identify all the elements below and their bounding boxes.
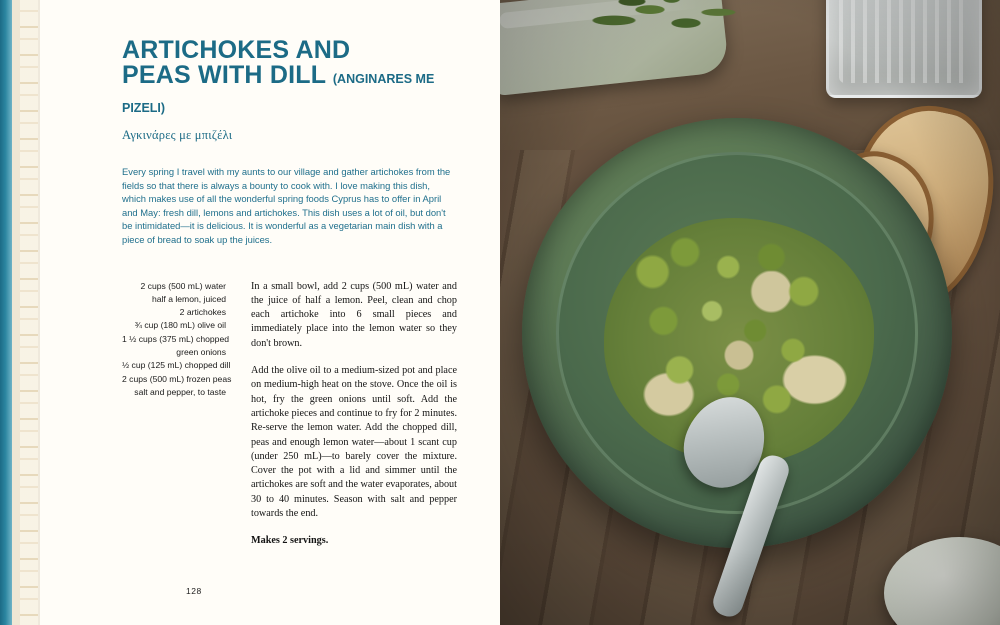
photo-page bbox=[500, 0, 1000, 625]
page-title bbox=[122, 38, 460, 121]
list-item: ½ cup (125 mL) chopped dill bbox=[122, 360, 231, 371]
recipe-body bbox=[122, 280, 460, 562]
list-item: 2 cups (500 mL) frozen peas bbox=[122, 373, 232, 384]
servings-note: Makes 2 servings. bbox=[251, 535, 329, 547]
decorative-border bbox=[0, 0, 38, 625]
water-glass bbox=[826, 0, 982, 98]
recipe-intro-text: Every spring I travel with my aunts to our village and gather artichokes from the fields so that there is always a bounty to cook with. I love making this dish, which makes use of all the wonderful spring foods Cyprus has to offer in April and May: fresh dill, lemons and artichokes. This dish uses a lot of oil, but don't be intimidated—it is delicious. It is wonderful as a vegetarian main dish with a piece of bread to soak up the juices. bbox=[122, 166, 451, 245]
list-item: salt and pepper, to taste bbox=[134, 386, 226, 397]
list-item: green onions bbox=[176, 347, 226, 358]
method-paragraph: Add the olive oil to a medium-sized pot and place on medium-high heat on the stove. Once the oil is hot, fry the green onions until soft. Add the artichoke pieces and continue to fry for 2 minutes. Re-serve the lemon water. Add the chopped dill, peas and enough lemon water—about 1 scant cup (under 250 mL)—to barely cover the mixture. Cover the pot with a lid and simmer until the artichokes are soft and the water evaporates, about 30 to 40 minutes. Season with salt and pepper towards the end. bbox=[251, 365, 457, 520]
recipe-transliteration: (ANGINARES ME PIZELI) bbox=[122, 72, 435, 115]
list-item: ¾ cup (180 mL) olive oil bbox=[134, 320, 226, 331]
border-ornament-pattern bbox=[20, 0, 38, 625]
dill-sprigs bbox=[578, 0, 758, 42]
small-bowl bbox=[884, 537, 1000, 625]
method-paragraph: In a small bowl, add 2 cups (500 mL) water and the juice of half a lemon. Peel, clean and chop each artichoke into 6 small pieces and immediately place into the lemon water so they don't brown. bbox=[251, 280, 457, 349]
method-text bbox=[251, 280, 457, 562]
ingredients-list bbox=[122, 280, 232, 562]
border-band-cream bbox=[12, 0, 20, 625]
page-edge-line bbox=[38, 0, 40, 625]
recipe-title-line-1: ARTICHOKES AND bbox=[122, 36, 351, 64]
list-item: 2 cups (500 mL) water bbox=[140, 280, 226, 291]
page-number: 128 bbox=[186, 586, 202, 596]
recipe-title-line-2: PEAS WITH DILL bbox=[122, 61, 326, 89]
border-band-teal bbox=[0, 0, 12, 625]
list-item: half a lemon, juiced bbox=[151, 293, 226, 304]
recipe-greek-title: Αγκινάρες με μπιζέλι bbox=[122, 128, 233, 142]
list-item: 2 artichokes bbox=[179, 307, 226, 318]
recipe-photograph bbox=[500, 0, 1000, 625]
recipe-content bbox=[122, 38, 460, 562]
list-item: 1 ½ cups (375 mL) chopped bbox=[122, 333, 230, 344]
